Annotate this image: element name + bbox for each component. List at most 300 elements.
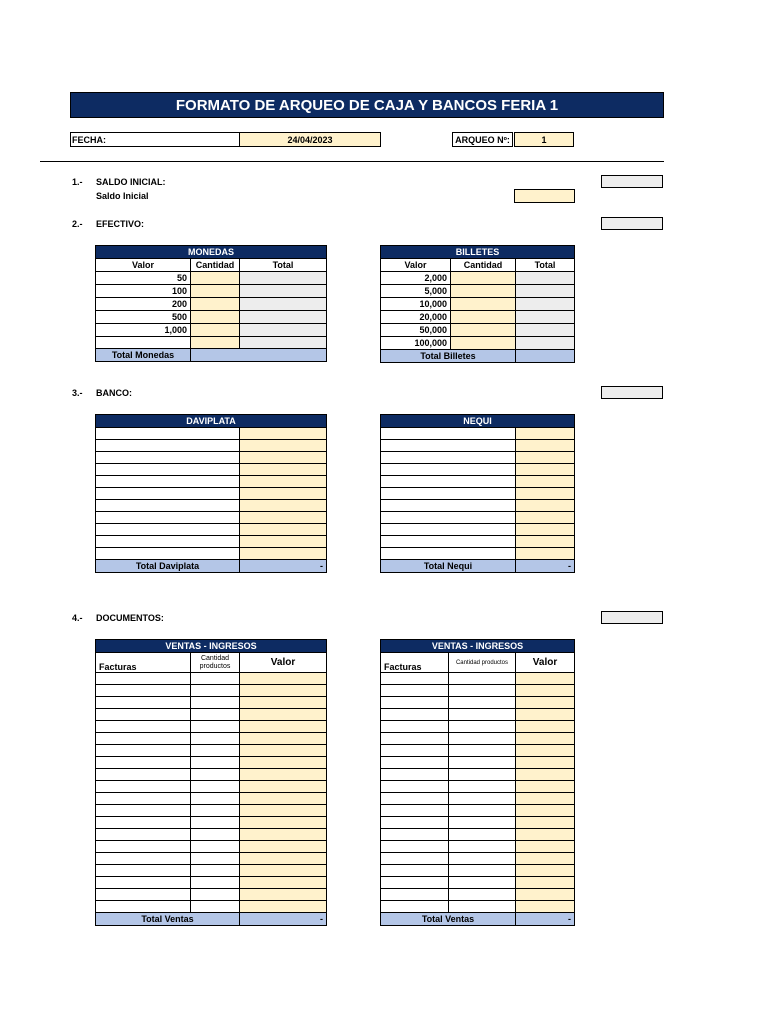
daviplata-description-input[interactable]: [96, 500, 240, 512]
total-nequi-value: -: [516, 560, 575, 573]
ventas-right-cantidad-input[interactable]: [449, 781, 516, 793]
total-billetes-value: [516, 350, 575, 363]
daviplata-description-input[interactable]: [96, 524, 240, 536]
fecha-label: FECHA:: [70, 132, 240, 147]
monedas-total-cell: [240, 311, 327, 324]
nequi-value-input[interactable]: [516, 476, 575, 488]
ventas-left-cantidad-input[interactable]: [191, 829, 240, 841]
daviplata-description-input[interactable]: [96, 464, 240, 476]
ventas-left-row: [96, 697, 327, 709]
daviplata-row: [96, 500, 327, 512]
ventas-right-factura-input[interactable]: [381, 745, 449, 757]
ventas-right-row: [381, 901, 575, 913]
ventas-left-valor-input[interactable]: [240, 769, 327, 781]
total-ventas-left-label: Total Ventas: [96, 913, 240, 926]
ventas-right-cantidad-input[interactable]: [449, 853, 516, 865]
ventas-left-row: [96, 673, 327, 685]
monedas-total-cell: [240, 272, 327, 285]
ventas-right-cantidad-input[interactable]: [449, 709, 516, 721]
nequi-row: [381, 440, 575, 452]
nequi-value-input[interactable]: [516, 500, 575, 512]
divider: [40, 161, 664, 162]
ventas-right-valor-input[interactable]: [516, 757, 575, 769]
ventas-left-valor-input[interactable]: [240, 793, 327, 805]
ventas-left-valor-input[interactable]: [240, 745, 327, 757]
billetes-col-total: Total: [516, 259, 575, 272]
ventas-right-cantidad-input[interactable]: [449, 841, 516, 853]
billetes-table: [380, 245, 575, 363]
nequi-description-input[interactable]: [381, 524, 516, 536]
monedas-total-cell: [240, 324, 327, 337]
ventas-right-valor-input[interactable]: [516, 853, 575, 865]
ventas-right-cantidad-input[interactable]: [449, 865, 516, 877]
ventas-right-valor-input[interactable]: [516, 733, 575, 745]
ventas-right-factura-input[interactable]: [381, 877, 449, 889]
ventas-left-row: [96, 769, 327, 781]
daviplata-row: [96, 524, 327, 536]
ventas-left-row: [96, 781, 327, 793]
ventas-right-row: [381, 721, 575, 733]
ventas-right-cantidad-input[interactable]: [449, 745, 516, 757]
ventas-left-cantidad-input[interactable]: [191, 673, 240, 685]
ventas-right-cantidad-input[interactable]: [449, 901, 516, 913]
ventas-left-cantidad-input[interactable]: [191, 685, 240, 697]
nequi-description-input[interactable]: [381, 548, 516, 560]
ventas-left-cantidad-input[interactable]: [191, 721, 240, 733]
ventas-right-factura-input[interactable]: [381, 757, 449, 769]
billetes-row: [381, 272, 575, 285]
ventas-right-valor-input[interactable]: [516, 685, 575, 697]
daviplata-table: [95, 414, 327, 573]
nequi-description-input[interactable]: [381, 476, 516, 488]
ventas-right-row: [381, 781, 575, 793]
ventas-left-factura-input[interactable]: [96, 769, 191, 781]
daviplata-value-input[interactable]: [240, 548, 327, 560]
monedas-cantidad-input[interactable]: [191, 285, 240, 298]
ventas-right-cantidad-input[interactable]: [449, 805, 516, 817]
ventas-right-factura-input[interactable]: [381, 709, 449, 721]
daviplata-row: [96, 512, 327, 524]
ventas-left-factura-input[interactable]: [96, 901, 191, 913]
ventas-left-factura-input[interactable]: [96, 685, 191, 697]
nequi-row: [381, 476, 575, 488]
nequi-row: [381, 428, 575, 440]
billetes-col-valor: Valor: [381, 259, 451, 272]
monedas-cantidad-input[interactable]: [191, 324, 240, 337]
nequi-description-input[interactable]: [381, 440, 516, 452]
ventas-left-factura-input[interactable]: [96, 865, 191, 877]
ventas-left-valor-input[interactable]: [240, 853, 327, 865]
monedas-row: [96, 298, 327, 311]
daviplata-value-input[interactable]: [240, 452, 327, 464]
total-monedas-value: [191, 349, 327, 362]
daviplata-value-input[interactable]: [240, 488, 327, 500]
ventas-right-cantidad-input[interactable]: [449, 769, 516, 781]
ventas-left-row: [96, 805, 327, 817]
daviplata-description-input[interactable]: [96, 488, 240, 500]
ventas-left-factura-input[interactable]: [96, 877, 191, 889]
section-2-number: 2.-: [72, 219, 83, 229]
billetes-total-cell: [516, 272, 575, 285]
nequi-description-input[interactable]: [381, 464, 516, 476]
ventas-left-valor-input[interactable]: [240, 757, 327, 769]
ventas-left-valor-input[interactable]: [240, 781, 327, 793]
ventas-right-factura-input[interactable]: [381, 793, 449, 805]
ventas-left-row: [96, 865, 327, 877]
ventas-right-cantidad-input[interactable]: [449, 673, 516, 685]
fecha-input[interactable]: 24/04/2023: [240, 132, 381, 147]
documentos-total: [601, 611, 663, 624]
banco-total: [601, 386, 663, 399]
ventas-left-valor-input[interactable]: [240, 877, 327, 889]
billetes-total-cell: [516, 298, 575, 311]
ventas-right-factura-input[interactable]: [381, 685, 449, 697]
billetes-valor-cell: 5,000: [381, 285, 451, 298]
ventas-left-factura-input[interactable]: [96, 889, 191, 901]
billetes-cantidad-input[interactable]: [451, 337, 516, 350]
ventas-right-valor-input[interactable]: [516, 901, 575, 913]
arqueo-number-input[interactable]: 1: [514, 132, 574, 147]
section-2-label: EFECTIVO:: [96, 219, 145, 229]
total-monedas-label: Total Monedas: [96, 349, 191, 362]
ventas-right-cantidad-input[interactable]: [449, 697, 516, 709]
nequi-value-input[interactable]: [516, 488, 575, 500]
ventas-left-factura-input[interactable]: [96, 721, 191, 733]
nequi-row: [381, 452, 575, 464]
ventas-right-row: [381, 865, 575, 877]
nequi-value-input[interactable]: [516, 524, 575, 536]
ventas-right-factura-input[interactable]: [381, 853, 449, 865]
ventas-left-factura-input[interactable]: [96, 781, 191, 793]
nequi-row: [381, 536, 575, 548]
monedas-col-valor: Valor: [96, 259, 191, 272]
daviplata-description-input[interactable]: [96, 476, 240, 488]
ventas-left-cantidad-input[interactable]: [191, 841, 240, 853]
saldo-inicial-label: Saldo Inicial: [96, 191, 149, 201]
billetes-row: [381, 298, 575, 311]
ventas-left-valor-input[interactable]: [240, 709, 327, 721]
ventas-right-title: VENTAS - INGRESOS: [381, 640, 575, 653]
ventas-right-factura-input[interactable]: [381, 673, 449, 685]
ventas-left-factura-input[interactable]: [96, 733, 191, 745]
ventas-right-row: [381, 889, 575, 901]
ventas-right-factura-input[interactable]: [381, 865, 449, 877]
daviplata-description-input[interactable]: [96, 512, 240, 524]
ventas-left-valor-input[interactable]: [240, 697, 327, 709]
monedas-total-cell: [240, 285, 327, 298]
ventas-left-row: [96, 877, 327, 889]
ventas-left-row: [96, 901, 327, 913]
ventas-left-cantidad-input[interactable]: [191, 709, 240, 721]
billetes-cantidad-input[interactable]: [451, 285, 516, 298]
ventas-left-valor-input[interactable]: [240, 841, 327, 853]
monedas-row: [96, 285, 327, 298]
billetes-total-cell: [516, 337, 575, 350]
billetes-valor-cell: 20,000: [381, 311, 451, 324]
ventas-left-row: [96, 889, 327, 901]
ventas-right-row: [381, 841, 575, 853]
ventas-left-row: [96, 817, 327, 829]
monedas-total-cell: [240, 337, 327, 349]
daviplata-description-input[interactable]: [96, 428, 240, 440]
monedas-cantidad-input[interactable]: [191, 337, 240, 349]
ventas-left-factura-input[interactable]: [96, 709, 191, 721]
ventas-right-col-cantidad: Cantidad productos: [449, 653, 516, 673]
monedas-row: [96, 324, 327, 337]
ventas-left-valor-input[interactable]: [240, 805, 327, 817]
billetes-valor-cell: 10,000: [381, 298, 451, 311]
section-3-number: 3.-: [72, 388, 83, 398]
ventas-left-factura-input[interactable]: [96, 745, 191, 757]
ventas-right-cantidad-input[interactable]: [449, 721, 516, 733]
total-nequi-label: Total Nequi: [381, 560, 516, 573]
ventas-right-factura-input[interactable]: [381, 817, 449, 829]
ventas-left-valor-input[interactable]: [240, 865, 327, 877]
billetes-valor-cell: 50,000: [381, 324, 451, 337]
nequi-description-input[interactable]: [381, 500, 516, 512]
ventas-left-valor-input[interactable]: [240, 901, 327, 913]
ventas-right-row: [381, 769, 575, 781]
ventas-right-cantidad-input[interactable]: [449, 793, 516, 805]
billetes-col-cantidad: Cantidad: [451, 259, 516, 272]
nequi-row: [381, 524, 575, 536]
billetes-row: [381, 324, 575, 337]
daviplata-description-input[interactable]: [96, 536, 240, 548]
daviplata-value-input[interactable]: [240, 512, 327, 524]
ventas-right-row: [381, 697, 575, 709]
efectivo-total: [601, 217, 663, 230]
ventas-left-valor-input[interactable]: [240, 733, 327, 745]
ventas-left-cantidad-input[interactable]: [191, 745, 240, 757]
billetes-cantidad-input[interactable]: [451, 311, 516, 324]
ventas-right-factura-input[interactable]: [381, 721, 449, 733]
ventas-left-row: [96, 853, 327, 865]
ventas-right-row: [381, 805, 575, 817]
ventas-right-valor-input[interactable]: [516, 709, 575, 721]
billetes-cantidad-input[interactable]: [451, 298, 516, 311]
ventas-right-row: [381, 745, 575, 757]
daviplata-value-input[interactable]: [240, 536, 327, 548]
billetes-cantidad-input[interactable]: [451, 272, 516, 285]
ventas-right-row: [381, 709, 575, 721]
nequi-description-input[interactable]: [381, 452, 516, 464]
nequi-description-input[interactable]: [381, 488, 516, 500]
ventas-right-valor-input[interactable]: [516, 841, 575, 853]
monedas-valor-cell: 50: [96, 272, 191, 285]
ventas-right-valor-input[interactable]: [516, 721, 575, 733]
ventas-left-cantidad-input[interactable]: [191, 769, 240, 781]
ventas-right-row: [381, 829, 575, 841]
monedas-cantidad-input[interactable]: [191, 311, 240, 324]
daviplata-value-input[interactable]: [240, 440, 327, 452]
ventas-left-cantidad-input[interactable]: [191, 697, 240, 709]
ventas-left-row: [96, 745, 327, 757]
ventas-left-col-facturas: Facturas: [96, 653, 191, 673]
ventas-right-cantidad-input[interactable]: [449, 877, 516, 889]
billetes-valor-cell: 2,000: [381, 272, 451, 285]
daviplata-value-input[interactable]: [240, 464, 327, 476]
ventas-right-cantidad-input[interactable]: [449, 817, 516, 829]
page-title: FORMATO DE ARQUEO DE CAJA Y BANCOS FERIA 1: [70, 92, 664, 118]
ventas-right-valor-input[interactable]: [516, 865, 575, 877]
ventas-right-cantidad-input[interactable]: [449, 889, 516, 901]
nequi-value-input[interactable]: [516, 428, 575, 440]
nequi-value-input[interactable]: [516, 440, 575, 452]
section-4-label: DOCUMENTOS:: [96, 613, 164, 623]
ventas-left-cantidad-input[interactable]: [191, 757, 240, 769]
ventas-right-valor-input[interactable]: [516, 829, 575, 841]
nequi-row: [381, 548, 575, 560]
daviplata-value-input[interactable]: [240, 476, 327, 488]
billetes-total-cell: [516, 324, 575, 337]
ventas-right-cantidad-input[interactable]: [449, 733, 516, 745]
ventas-left-valor-input[interactable]: [240, 685, 327, 697]
ventas-left-factura-input[interactable]: [96, 805, 191, 817]
ventas-right-table: [380, 639, 575, 926]
nequi-value-input[interactable]: [516, 548, 575, 560]
ventas-left-row: [96, 841, 327, 853]
daviplata-row: [96, 548, 327, 560]
monedas-valor-cell: [96, 337, 191, 349]
total-daviplata-value: -: [240, 560, 327, 573]
saldo-inicial-total: [601, 175, 663, 188]
monedas-valor-cell: 500: [96, 311, 191, 324]
billetes-row: [381, 311, 575, 324]
ventas-left-table: [95, 639, 327, 926]
ventas-right-factura-input[interactable]: [381, 901, 449, 913]
ventas-right-valor-input[interactable]: [516, 817, 575, 829]
nequi-description-input[interactable]: [381, 512, 516, 524]
ventas-right-factura-input[interactable]: [381, 829, 449, 841]
total-daviplata-label: Total Daviplata: [96, 560, 240, 573]
ventas-left-cantidad-input[interactable]: [191, 733, 240, 745]
daviplata-description-input[interactable]: [96, 440, 240, 452]
daviplata-description-input[interactable]: [96, 548, 240, 560]
ventas-left-valor-input[interactable]: [240, 889, 327, 901]
arqueo-label: ARQUEO Nº:: [452, 132, 513, 147]
monedas-col-cantidad: Cantidad: [191, 259, 240, 272]
monedas-cantidad-input[interactable]: [191, 298, 240, 311]
monedas-cantidad-input[interactable]: [191, 272, 240, 285]
daviplata-value-input[interactable]: [240, 524, 327, 536]
billetes-row: [381, 285, 575, 298]
ventas-right-factura-input[interactable]: [381, 841, 449, 853]
total-billetes-label: Total Billetes: [381, 350, 516, 363]
section-1-number: 1.-: [72, 177, 83, 187]
nequi-value-input[interactable]: [516, 464, 575, 476]
nequi-value-input[interactable]: [516, 452, 575, 464]
nequi-description-input[interactable]: [381, 536, 516, 548]
ventas-right-valor-input[interactable]: [516, 889, 575, 901]
ventas-right-valor-input[interactable]: [516, 673, 575, 685]
ventas-right-factura-input[interactable]: [381, 889, 449, 901]
ventas-right-row: [381, 685, 575, 697]
ventas-right-factura-input[interactable]: [381, 697, 449, 709]
ventas-right-cantidad-input[interactable]: [449, 757, 516, 769]
ventas-left-factura-input[interactable]: [96, 841, 191, 853]
total-ventas-right-value: -: [516, 913, 575, 926]
ventas-left-cantidad-input[interactable]: [191, 865, 240, 877]
ventas-right-valor-input[interactable]: [516, 793, 575, 805]
ventas-left-cantidad-input[interactable]: [191, 901, 240, 913]
ventas-right-valor-input[interactable]: [516, 769, 575, 781]
ventas-right-cantidad-input[interactable]: [449, 829, 516, 841]
ventas-left-cantidad-input[interactable]: [191, 805, 240, 817]
monedas-row: [96, 311, 327, 324]
ventas-right-row: [381, 673, 575, 685]
monedas-total-cell: [240, 298, 327, 311]
section-1-label: SALDO INICIAL:: [96, 177, 166, 187]
ventas-right-col-valor: Valor: [516, 653, 575, 673]
nequi-row: [381, 464, 575, 476]
ventas-right-cantidad-input[interactable]: [449, 685, 516, 697]
ventas-right-factura-input[interactable]: [381, 733, 449, 745]
nequi-value-input[interactable]: [516, 536, 575, 548]
billetes-total-cell: [516, 285, 575, 298]
nequi-title: NEQUI: [381, 415, 575, 428]
daviplata-value-input[interactable]: [240, 500, 327, 512]
ventas-right-valor-input[interactable]: [516, 745, 575, 757]
ventas-right-row: [381, 733, 575, 745]
ventas-right-row: [381, 757, 575, 769]
ventas-right-row: [381, 817, 575, 829]
ventas-left-factura-input[interactable]: [96, 793, 191, 805]
ventas-left-cantidad-input[interactable]: [191, 793, 240, 805]
ventas-right-valor-input[interactable]: [516, 877, 575, 889]
ventas-right-valor-input[interactable]: [516, 697, 575, 709]
ventas-left-valor-input[interactable]: [240, 829, 327, 841]
ventas-left-row: [96, 685, 327, 697]
monedas-valor-cell: 200: [96, 298, 191, 311]
monedas-title: MONEDAS: [96, 246, 327, 259]
ventas-left-factura-input[interactable]: [96, 817, 191, 829]
ventas-left-cantidad-input[interactable]: [191, 889, 240, 901]
daviplata-row: [96, 464, 327, 476]
ventas-left-valor-input[interactable]: [240, 721, 327, 733]
ventas-right-factura-input[interactable]: [381, 781, 449, 793]
ventas-left-valor-input[interactable]: [240, 673, 327, 685]
ventas-left-cantidad-input[interactable]: [191, 781, 240, 793]
ventas-left-cantidad-input[interactable]: [191, 877, 240, 889]
daviplata-row: [96, 536, 327, 548]
ventas-left-factura-input[interactable]: [96, 757, 191, 769]
daviplata-value-input[interactable]: [240, 428, 327, 440]
section-3-label: BANCO:: [96, 388, 132, 398]
billetes-title: BILLETES: [381, 246, 575, 259]
ventas-right-valor-input[interactable]: [516, 781, 575, 793]
ventas-left-factura-input[interactable]: [96, 829, 191, 841]
date-row: [70, 132, 381, 147]
ventas-left-cantidad-input[interactable]: [191, 817, 240, 829]
ventas-right-valor-input[interactable]: [516, 805, 575, 817]
daviplata-description-input[interactable]: [96, 452, 240, 464]
nequi-value-input[interactable]: [516, 512, 575, 524]
nequi-description-input[interactable]: [381, 428, 516, 440]
saldo-inicial-input[interactable]: [514, 189, 575, 203]
billetes-cantidad-input[interactable]: [451, 324, 516, 337]
ventas-right-factura-input[interactable]: [381, 805, 449, 817]
ventas-left-cantidad-input[interactable]: [191, 853, 240, 865]
nequi-row: [381, 512, 575, 524]
billetes-total-cell: [516, 311, 575, 324]
ventas-left-row: [96, 709, 327, 721]
ventas-left-factura-input[interactable]: [96, 853, 191, 865]
ventas-left-factura-input[interactable]: [96, 697, 191, 709]
ventas-left-valor-input[interactable]: [240, 817, 327, 829]
ventas-right-factura-input[interactable]: [381, 769, 449, 781]
ventas-left-factura-input[interactable]: [96, 673, 191, 685]
nequi-table: [380, 414, 575, 573]
